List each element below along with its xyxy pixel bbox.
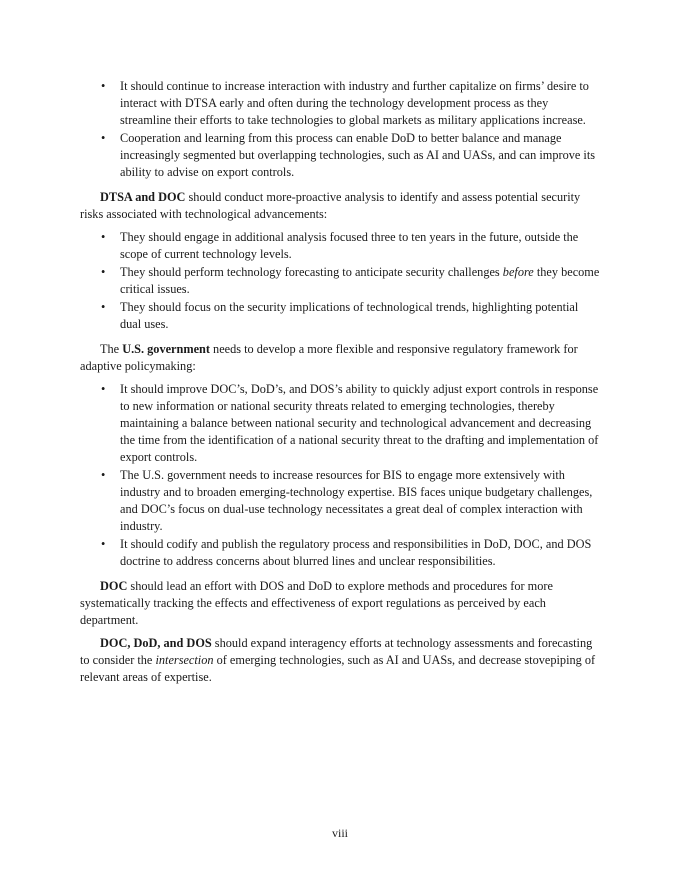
list-item: • They should perform technology forecasting to anticipate security challenges before they become critical issues. (101, 265, 600, 296)
list-item: • They should engage in additional analysis focused three to ten years in the future, outside the scope of current technology levels. (101, 230, 579, 261)
paragraph-doc-dod-dos: DOC, DoD, and DOS should expand interagency efforts at technology assessments and forecasting to consider the intersection of emerging technologies, such as AI and UASs, and decrease stovepiping of relevant areas of expertise. (80, 636, 596, 684)
list-item: • It should continue to increase interaction with industry and further capitalize on firms’ desire to interact with DTSA early and often during the technology development process as they streamline their efforts to take technologies to global markets as military applications increase. (101, 79, 589, 127)
paragraph-dtsa-doc: DTSA and DOC should conduct more-proactive analysis to identify and assess potential security risks associated with technological advancements: (80, 190, 581, 221)
bullet-list-analysis (80, 229, 600, 333)
list-item: • Cooperation and learning from this process can enable DoD to better balance and manage increasingly segmented but overlapping technologies, such as AI and UASs, and can improve its ability to advise on export controls. (101, 131, 596, 179)
paragraph-us-government: The U.S. government needs to develop a more flexible and responsive regulatory framework for adaptive policymaking: (80, 342, 578, 373)
bullet-list-regulatory (80, 381, 600, 570)
bullet-dot: • (101, 79, 106, 93)
document-body (80, 78, 600, 692)
list-item: • It should codify and publish the regulatory process and responsibilities in DoD, DOC, and DOS doctrine to address concerns about blurred lines and unclear responsibilities. (101, 537, 592, 568)
list-item: • It should improve DOC’s, DoD’s, and DOS’s ability to quickly adjust export controls in response to new information or national security threats related to emerging technologies, thereby maintaining a balance between national security and technological advancement and decreasing the time from the identification of a national security threat to the drafting and implementation of export controls. (101, 382, 599, 464)
bullet-dot: • (101, 131, 106, 145)
bullet-dot: • (101, 382, 106, 396)
bullet-dot: • (101, 537, 106, 551)
list-item: • The U.S. government needs to increase resources for BIS to engage more extensively with industry and to broaden emerging-technology expertise. BIS faces unique budgetary challenges, and DOC’s focus on dual-use technology necessitates a great deal of complex interaction with industry. (101, 468, 593, 533)
bullet-dot: • (101, 230, 106, 244)
bullet-dot: • (101, 468, 106, 482)
list-item: • They should focus on the security implications of technological trends, highlighting potential dual uses. (101, 300, 579, 331)
bullet-dot: • (101, 300, 106, 314)
bullet-dot: • (101, 265, 106, 279)
page-number: viii (331, 826, 348, 840)
bullet-list-dtsa-industry (80, 78, 600, 181)
paragraph-doc: DOC should lead an effort with DOS and DoD to explore methods and procedures for more systematically tracking the effects and effectiveness of export regulations as perceived by each department. (80, 579, 553, 627)
